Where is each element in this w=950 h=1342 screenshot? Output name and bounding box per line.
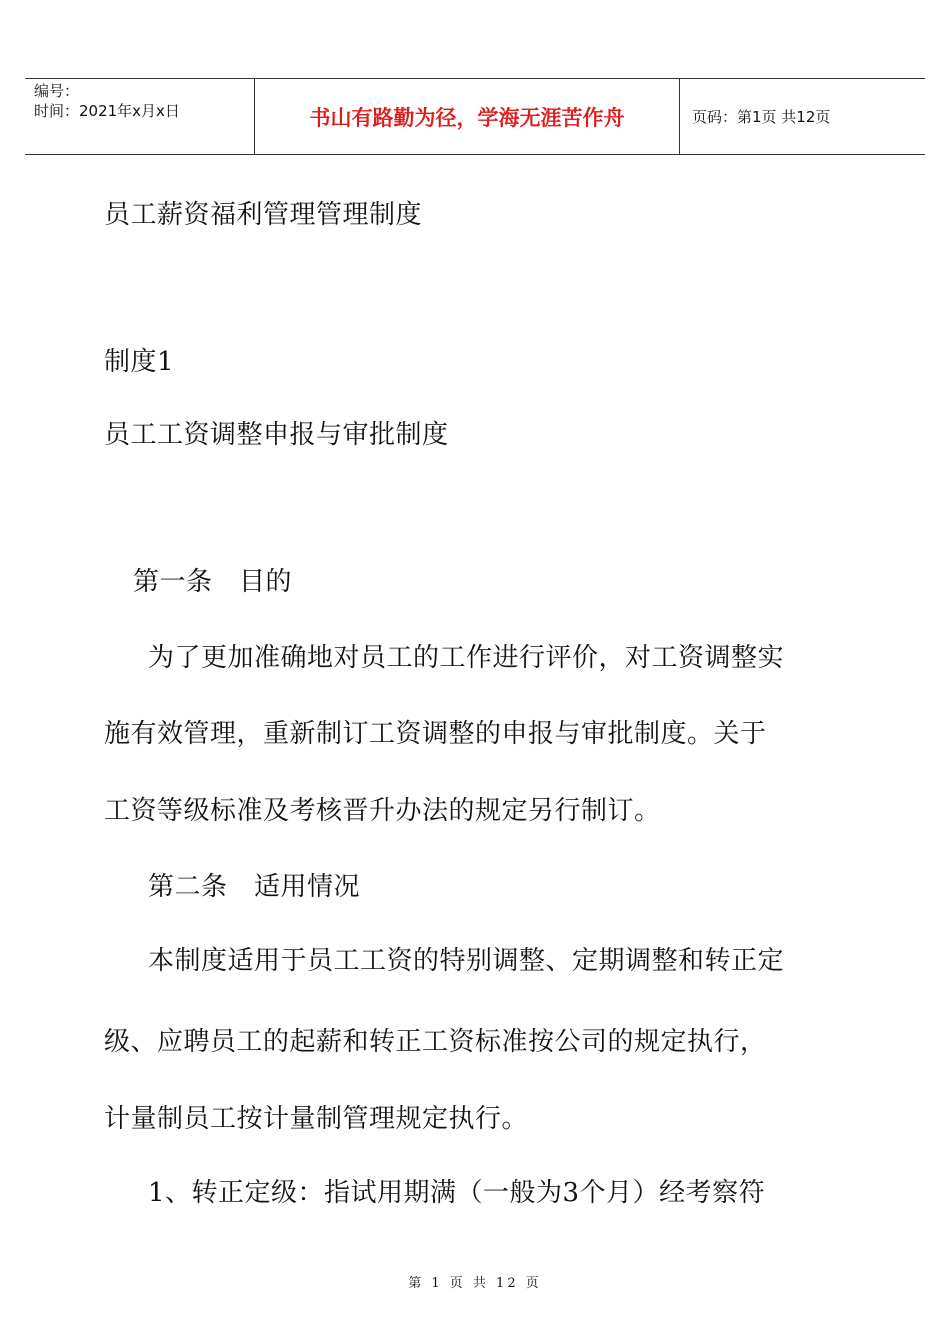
- article-1-line-1: 为了更加准确地对员工的工作进行评价，对工资调整实: [148, 643, 785, 673]
- motto-text: 书山有路勤为径，学海无涯苦作舟: [309, 105, 625, 130]
- article-2-line-1: 本制度适用于员工工资的特别调整、定期调整和转正定: [148, 946, 785, 976]
- system-title: 员工工资调整申报与审批制度: [104, 420, 449, 450]
- article-1-line-2: 施有效管理，重新制订工资调整的申报与审批制度。关于: [104, 719, 767, 749]
- number-label: 编号：: [34, 82, 80, 100]
- time-label: 时间：2021年x月x日: [34, 102, 180, 120]
- header-page-info: [680, 79, 925, 154]
- header-meta: [25, 79, 254, 154]
- item-1-line-1: 1、转正定级：指试用期满（一般为3个月）经考察符: [148, 1178, 766, 1208]
- article-2-line-2: 级、应聘员工的起薪和转正工资标准按公司的规定执行，: [104, 1027, 767, 1057]
- document-title: 员工薪资福利管理管理制度: [104, 200, 423, 230]
- article-1-line-3: 工资等级标准及考核晋升办法的规定另行制订。: [104, 796, 661, 826]
- document-header: [25, 78, 925, 155]
- system-label: 制度1: [104, 347, 175, 377]
- page-footer: 第 1 页 共 12 页: [408, 1276, 542, 1291]
- article-1-title: 第一条 目的: [133, 567, 293, 597]
- article-2-title: 第二条 适用情况: [148, 872, 361, 902]
- header-motto: [254, 79, 680, 154]
- page-info-text: 页码：第1页 共12页: [692, 108, 831, 126]
- article-2-line-3: 计量制员工按计量制管理规定执行。: [104, 1104, 529, 1134]
